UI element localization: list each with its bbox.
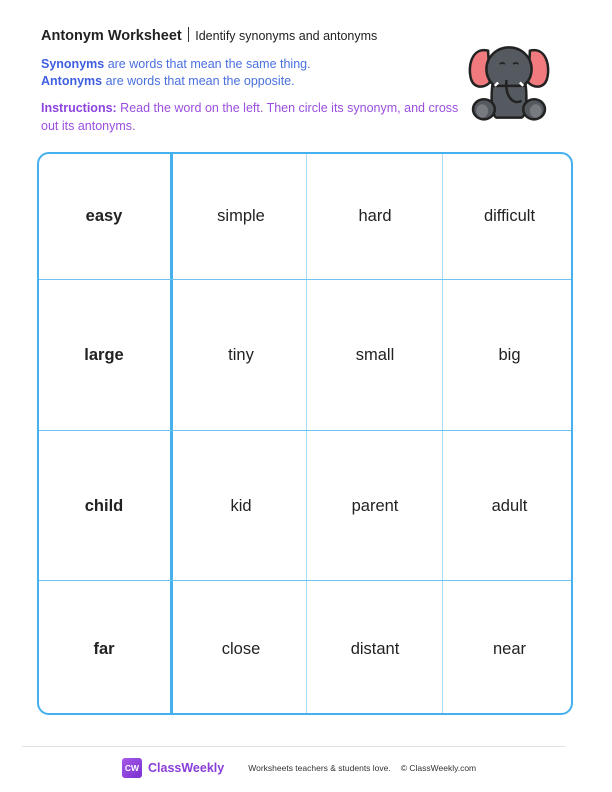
worksheet-subtitle: Identify synonyms and antonyms	[195, 29, 378, 43]
footer	[122, 758, 476, 778]
option-word[interactable]: small	[306, 280, 443, 431]
elephant-icon	[463, 33, 555, 127]
option-word[interactable]: tiny	[170, 280, 309, 431]
grid-row	[39, 279, 571, 431]
synonyms-term: Synonyms	[41, 57, 105, 71]
tagline: Worksheets teachers & students love.	[248, 763, 391, 773]
worksheet-title: Antonym Worksheet	[41, 28, 182, 44]
option-word[interactable]: simple	[170, 154, 309, 279]
synonyms-text: are words that mean the same thing.	[104, 57, 311, 71]
word-grid	[37, 152, 573, 715]
option-word[interactable]: distant	[306, 581, 443, 715]
option-word[interactable]: adult	[442, 431, 573, 581]
classweekly-logo-icon: CW	[122, 758, 142, 778]
title-divider	[188, 27, 190, 42]
option-word[interactable]: kid	[170, 431, 309, 581]
instructions-label: Instructions:	[41, 101, 117, 115]
option-word[interactable]: close	[170, 581, 309, 715]
target-word: large	[84, 346, 124, 364]
instructions	[41, 99, 461, 135]
synonyms-definition	[41, 56, 311, 73]
definitions	[41, 56, 311, 90]
page-title	[41, 27, 377, 44]
antonyms-term: Antonyms	[41, 74, 103, 88]
target-word: easy	[85, 207, 123, 225]
target-word: child	[84, 496, 124, 515]
grid-row	[39, 154, 571, 279]
grid-row	[39, 580, 571, 715]
option-word[interactable]: near	[442, 581, 573, 715]
footer-divider	[22, 746, 565, 747]
option-word[interactable]: big	[442, 280, 573, 431]
option-word[interactable]: hard	[306, 154, 443, 279]
instructions-text: Read the word on the left. Then circle its synonym, and cross out its antonyms.	[41, 101, 459, 133]
brand-name: ClassWeekly	[148, 761, 225, 775]
option-word[interactable]: parent	[306, 431, 443, 581]
grid-row	[39, 430, 571, 581]
target-word: far	[93, 640, 115, 658]
antonyms-definition	[41, 73, 311, 90]
antonyms-text: are words that mean the opposite.	[102, 74, 295, 88]
option-word[interactable]: difficult	[442, 154, 573, 279]
copyright: © ClassWeekly.com	[400, 763, 477, 773]
